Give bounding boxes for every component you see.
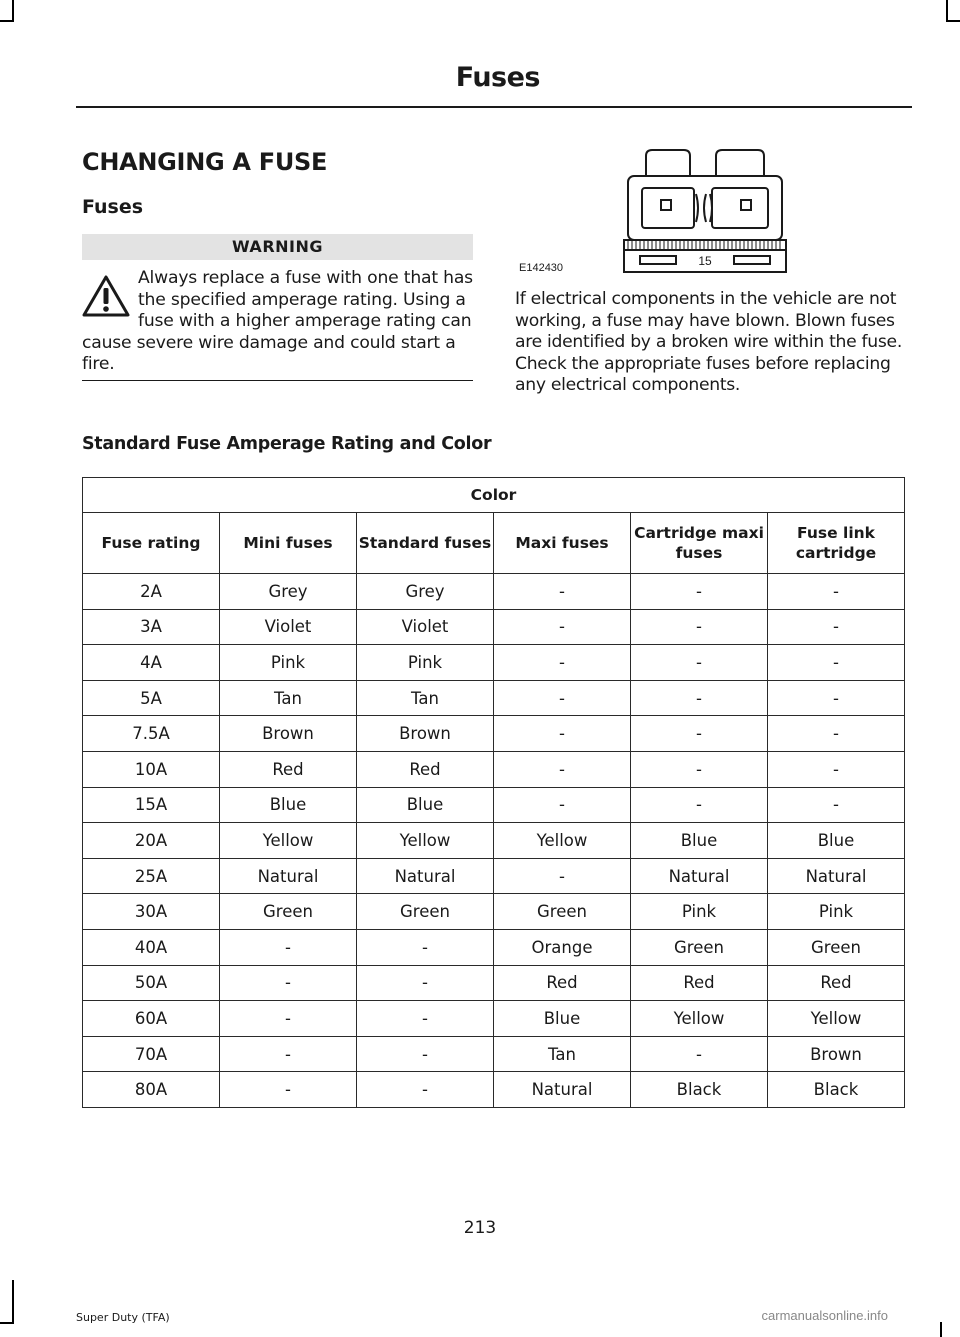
- table-cell: Grey: [357, 574, 494, 610]
- watermark: carmanualsonline.info: [761, 1308, 888, 1323]
- table-cell: -: [768, 787, 905, 823]
- table-cell: 25A: [83, 858, 220, 894]
- table-cell: -: [220, 1001, 357, 1037]
- table-cell: Natural: [494, 1072, 631, 1108]
- table-row: [83, 680, 905, 716]
- table-cell: 15A: [83, 787, 220, 823]
- table-cell: -: [631, 680, 768, 716]
- table-cell: -: [220, 965, 357, 1001]
- table-cell: -: [768, 716, 905, 752]
- table-cell: -: [357, 1001, 494, 1037]
- table-cell: Black: [631, 1072, 768, 1108]
- table-row: [83, 645, 905, 681]
- table-cell: 80A: [83, 1072, 220, 1108]
- table-cell: -: [768, 609, 905, 645]
- table-cell: Pink: [220, 645, 357, 681]
- table-cell: Natural: [357, 858, 494, 894]
- table-cell: Pink: [357, 645, 494, 681]
- table-cell: 70A: [83, 1036, 220, 1072]
- table-cell: Yellow: [768, 1001, 905, 1037]
- table-cell: -: [357, 929, 494, 965]
- fuse-color-table: [82, 477, 905, 1108]
- table-cell: Natural: [631, 858, 768, 894]
- fuse-rating-label: 15: [698, 254, 712, 268]
- table-title: Standard Fuse Amperage Rating and Color: [82, 434, 492, 454]
- table-cell: Blue: [357, 787, 494, 823]
- table-row: [83, 965, 905, 1001]
- fuse-illustration: [516, 148, 908, 278]
- table-cell: Blue: [631, 823, 768, 859]
- table-cell: -: [631, 787, 768, 823]
- table-cell: 50A: [83, 965, 220, 1001]
- table-cell: Green: [631, 929, 768, 965]
- table-cell: Blue: [494, 1001, 631, 1037]
- table-cell: Violet: [357, 609, 494, 645]
- crop-mark: [12, 0, 14, 22]
- table-cell: -: [631, 609, 768, 645]
- header-rule: [76, 106, 912, 108]
- crop-mark: [940, 1322, 942, 1337]
- table-cell: Pink: [768, 894, 905, 930]
- table-cell: 30A: [83, 894, 220, 930]
- table-cell: -: [494, 609, 631, 645]
- page-header-title: Fuses: [455, 62, 540, 93]
- table-cell: -: [631, 645, 768, 681]
- body-paragraph: If electrical components in the vehicle are not working, a fuse may have blown. Blown fuses are identified by a broken wire within the fuse. Check the appropriate fuses before replacing any electrical components.: [515, 289, 902, 395]
- column-header: Mini fuses: [220, 513, 357, 574]
- table-cell: Grey: [220, 574, 357, 610]
- table-cell: 10A: [83, 751, 220, 787]
- table-row: [83, 929, 905, 965]
- table-cell: Green: [768, 929, 905, 965]
- table-cell: Tan: [220, 680, 357, 716]
- table-cell: -: [494, 574, 631, 610]
- table-cell: Yellow: [494, 823, 631, 859]
- table-row: [83, 751, 905, 787]
- table-row: [83, 894, 905, 930]
- table-cell: Natural: [220, 858, 357, 894]
- table-cell: Blue: [768, 823, 905, 859]
- table-cell: Green: [357, 894, 494, 930]
- column-header: Standard fuses: [357, 513, 494, 574]
- column-header: Maxi fuses: [494, 513, 631, 574]
- table-cell: 5A: [83, 680, 220, 716]
- crop-mark: [946, 0, 948, 22]
- table-cell: Violet: [220, 609, 357, 645]
- table-cell: -: [631, 574, 768, 610]
- table-cell: 2A: [83, 574, 220, 610]
- table-row: [83, 1072, 905, 1108]
- warning-label: WARNING: [82, 234, 473, 260]
- table-cell: -: [357, 965, 494, 1001]
- table-cell: Green: [220, 894, 357, 930]
- table-row: [83, 1001, 905, 1037]
- table-cell: Brown: [220, 716, 357, 752]
- table-cell: Tan: [494, 1036, 631, 1072]
- table-cell: Red: [494, 965, 631, 1001]
- table-cell: -: [768, 574, 905, 610]
- figure-code: E142430: [519, 262, 564, 274]
- crop-mark: [12, 1280, 14, 1324]
- table-cell: Yellow: [357, 823, 494, 859]
- table-cell: Natural: [768, 858, 905, 894]
- table-cell: -: [631, 1036, 768, 1072]
- table-cell: -: [357, 1036, 494, 1072]
- table-cell: Orange: [494, 929, 631, 965]
- table-cell: Red: [631, 965, 768, 1001]
- section-title: CHANGING A FUSE: [82, 148, 328, 176]
- crop-mark: [0, 1322, 14, 1324]
- table-cell: Yellow: [631, 1001, 768, 1037]
- warning-text: Always replace a fuse with one that has the specified amperage rating. Using a fuse with a higher amperage rating can cause severe wire damage and could start a fire.: [82, 268, 473, 374]
- table-cell: 40A: [83, 929, 220, 965]
- table-cell: -: [494, 716, 631, 752]
- table-cell: -: [494, 645, 631, 681]
- table-cell: -: [494, 751, 631, 787]
- table-row: [83, 787, 905, 823]
- table-cell: 20A: [83, 823, 220, 859]
- table-cell: -: [768, 645, 905, 681]
- table-cell: -: [494, 858, 631, 894]
- table-cell: -: [631, 751, 768, 787]
- table-cell: -: [220, 929, 357, 965]
- table-cell: -: [768, 680, 905, 716]
- page-number: 213: [463, 1218, 497, 1238]
- group-header-color: Color: [83, 478, 905, 513]
- table-cell: Red: [768, 965, 905, 1001]
- table-cell: 7.5A: [83, 716, 220, 752]
- table-cell: Pink: [631, 894, 768, 930]
- table-cell: -: [631, 716, 768, 752]
- table-row: [83, 823, 905, 859]
- table-row: [83, 858, 905, 894]
- table-cell: Yellow: [220, 823, 357, 859]
- table-cell: Green: [494, 894, 631, 930]
- table-cell: -: [357, 1072, 494, 1108]
- subsection-title: Fuses: [82, 196, 144, 218]
- table-cell: 4A: [83, 645, 220, 681]
- table-cell: -: [768, 751, 905, 787]
- table-row: [83, 574, 905, 610]
- table-cell: -: [220, 1036, 357, 1072]
- table-cell: Brown: [357, 716, 494, 752]
- warning-rule: [82, 380, 473, 381]
- table-cell: Tan: [357, 680, 494, 716]
- table-cell: Blue: [220, 787, 357, 823]
- column-header: Fuse link cartridge: [768, 513, 905, 574]
- table-row: [83, 716, 905, 752]
- table-cell: 60A: [83, 1001, 220, 1037]
- table-cell: -: [220, 1072, 357, 1108]
- column-header: Fuse rating: [83, 513, 220, 574]
- footer-model: Super Duty (TFA): [76, 1311, 170, 1324]
- crop-mark: [946, 20, 960, 22]
- warning-text-block: [82, 268, 475, 376]
- column-header: Cartridge maxi fuses: [631, 513, 768, 574]
- table-cell: Black: [768, 1072, 905, 1108]
- table-cell: 3A: [83, 609, 220, 645]
- table-cell: -: [494, 680, 631, 716]
- table-cell: -: [494, 787, 631, 823]
- table-cell: Red: [357, 751, 494, 787]
- table-cell: Brown: [768, 1036, 905, 1072]
- crop-mark: [0, 20, 14, 22]
- table-row: [83, 609, 905, 645]
- table-row: [83, 1036, 905, 1072]
- table-cell: Red: [220, 751, 357, 787]
